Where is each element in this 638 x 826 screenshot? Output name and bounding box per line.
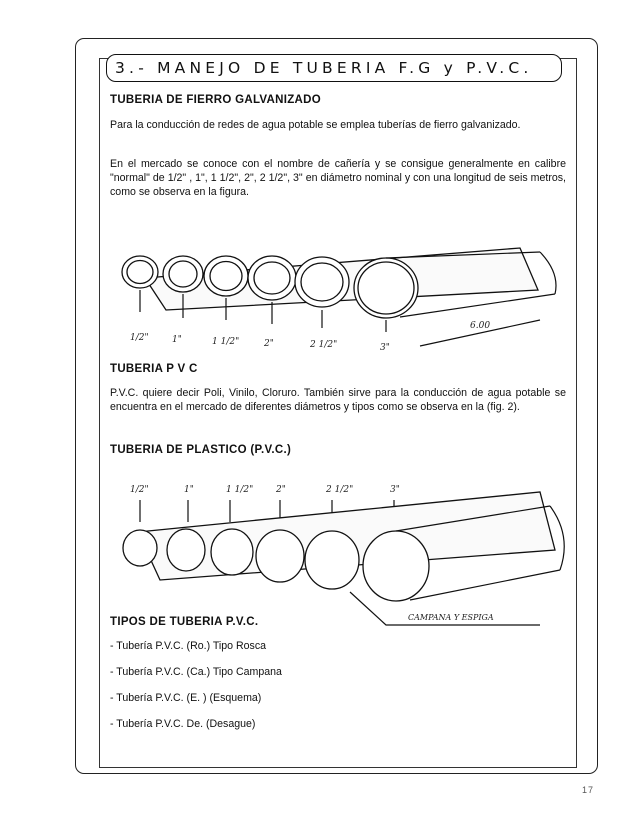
pvc-size-label-2: 1" [184, 485, 194, 495]
pvc-size-label-5: 2 1/2" [326, 485, 354, 495]
page-number: 17 [582, 785, 595, 795]
pvc-pipes-figure [100, 470, 576, 630]
section-title: 3.- MANEJO DE TUBERIA F.G y P.V.C. [115, 59, 533, 77]
plastic-heading: TUBERIA DE PLASTICO (P.V.C.) [110, 444, 292, 456]
types-item-1: - Tubería P.V.C. (Ro.) Tipo Rosca [110, 640, 267, 652]
types-item-4: - Tubería P.V.C. De. (Desague) [110, 718, 256, 730]
fg-paragraph-1: Para la conducción de redes de agua potable se emplea tuberías de fierro galvanizado. [110, 119, 521, 131]
types-heading: TIPOS DE TUBERIA P.V.C. [110, 616, 259, 628]
pvc-paragraph: P.V.C. quiere decir Poli, Vinilo, Cloruro. También sirve para la conducción de agua potable se encuentra en el mercado de diferentes diámetros y tipos como se observa en la (fig. 2). [110, 387, 566, 413]
pvc-size-label-6: 3" [390, 485, 400, 495]
fg-pipes-figure [100, 238, 576, 358]
fg-size-label-5: 2 1/2" [310, 340, 338, 350]
pvc-size-label-1: 1/2" [130, 485, 149, 495]
pvc-size-label-4: 2" [276, 485, 286, 495]
types-item-2: - Tubería P.V.C. (Ca.) Tipo Campana [110, 666, 282, 678]
section-title-box [106, 54, 562, 82]
fg-heading: TUBERIA DE FIERRO GALVANIZADO [110, 94, 322, 106]
fg-size-label-3: 1 1/2" [212, 337, 240, 347]
fg-size-label-1: 1/2" [130, 333, 149, 343]
fg-size-label-4: 2" [264, 339, 274, 349]
pvc-heading: TUBERIA P V C [110, 363, 198, 375]
fg-paragraph-2: En el mercado se conoce con el nombre de cañería y se consigue generalmente en calibre "normal" de 1/2" , 1", 1 1/2", 2", 2 1/2", 3" en diámetro nominal y con una longitud de seis metros, como se observa en la figura. [110, 158, 566, 198]
pvc-size-label-3: 1 1/2" [226, 485, 254, 495]
fg-length-label: 6.00 [470, 321, 491, 331]
pvc-callout-label: CAMPANA Y ESPIGA [408, 613, 494, 622]
fg-size-label-2: 1" [172, 335, 182, 345]
fg-size-label-6: 3" [380, 343, 390, 353]
types-item-3: - Tubería P.V.C. (E. ) (Esquema) [110, 692, 262, 704]
